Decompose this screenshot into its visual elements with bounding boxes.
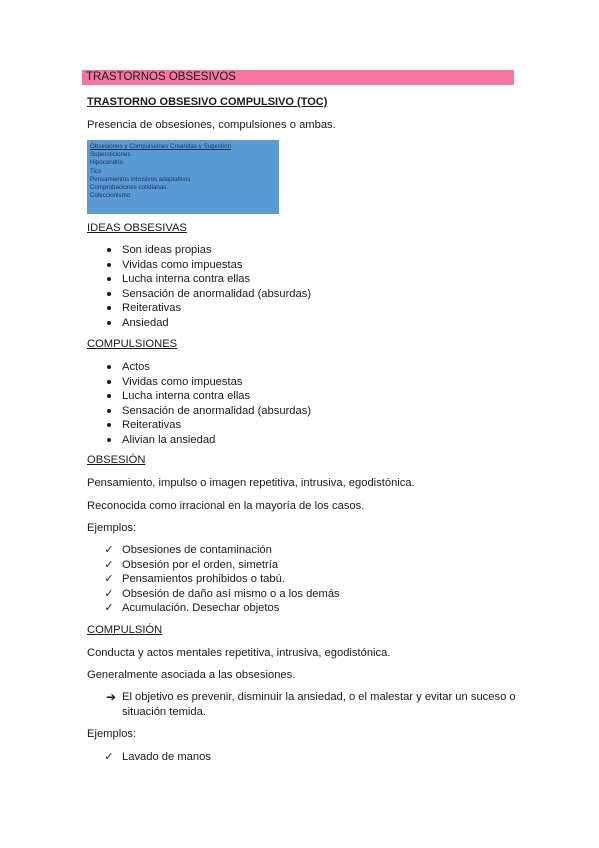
box-line: Tics — [90, 167, 102, 175]
check-icon: ✓ — [104, 544, 114, 556]
box-line: Supersticiones — [90, 151, 131, 159]
list-item: Sensación de anormalidad (absurdas) — [0, 404, 599, 419]
document-page: TRASTORNOS OBSESIVOS TRASTORNO OBSESIVO COMPULSIVO (TOC) Presencia de obsesiones, compulsiones o ambas. Obsesiones y Compulsiones Creandas y Sugestión Supersticiones Hipocondrio Tics Pensamientos intrusivos adaptativos Comprobaciones cotidianas. Coleccionismo IDEAS OBSESIVAS Son ideas propias Vividas como impuestas Lucha interna contra ellas Sensación de anormalidad (absurdas) Reiterativas Ansiedad COMPULSIONES Actos Vividas como impuestas Lucha interna contra ellas Sensación de anormalidad (absurdas) Reiterativas Alivian la ansiedad OBSESIÓN Pensamiento, impulso o imagen repetitiva, intrusiva, egodistónica. Reconocida como irracional en la mayoría de los casos. Ejemplos: ✓ Obsesiones de contaminación ✓ Obsesión por el orden, simetría ✓ Pensamientos prohibidos o tabú. ✓ Obsesión de daño así mismo o a los demás ✓ Acumulación. Desechar objetos COMPULSIÓN Conducta y actos mentales repetitiva, intrusiva, egodistónica. Generalmente asociada a las obsesiones. ➔ El objetivo es prevenir, disminuir la ansiedad, o el malestar y evitar un suceso o situación temida. Ejemplos: ✓ Lavado de manos — [0, 0, 599, 848]
box-line: Obsesiones y Compulsiones Creandas y Sugestión — [90, 143, 232, 150]
bullet-icon — [107, 306, 111, 310]
bullet-icon — [107, 248, 111, 252]
blue-info-box — [87, 140, 279, 214]
compulsiones-heading: COMPULSIONES — [87, 338, 178, 350]
obsesion-heading: OBSESIÓN — [87, 454, 146, 466]
list-item: Reiterativas — [0, 301, 599, 316]
compulsiones-list — [0, 360, 599, 447]
check-icon: ✓ — [104, 602, 114, 614]
ideas-list — [0, 243, 599, 330]
bullet-icon — [107, 321, 111, 325]
bullet-icon — [107, 438, 111, 442]
list-item: ✓ Obsesión por el orden, simetría — [0, 558, 599, 573]
compulsion-examples-list — [0, 750, 599, 765]
examples-label: Ejemplos: — [87, 522, 137, 534]
list-item: Vividas como impuestas — [0, 375, 599, 390]
compulsion-heading: COMPULSIÓN — [87, 624, 163, 636]
page-title: TRASTORNOS OBSESIVOS — [82, 70, 514, 85]
list-item: Vividas como impuestas — [0, 258, 599, 273]
list-item: Lucha interna contra ellas — [0, 272, 599, 287]
ideas-heading: IDEAS OBSESIVAS — [87, 222, 187, 234]
bullet-icon — [107, 409, 111, 413]
box-line: Comprobaciones cotidianas. — [90, 184, 169, 192]
box-line: Coleccionismo — [90, 192, 131, 200]
bullet-icon — [107, 365, 111, 369]
section-subtitle: TRASTORNO OBSESIVO COMPULSIVO (TOC) — [87, 96, 328, 108]
list-item: Ansiedad — [0, 316, 599, 331]
check-icon: ✓ — [104, 751, 114, 763]
obsesion-paragraph: Pensamiento, impulso o imagen repetitiva, intrusiva, egodistónica. — [87, 477, 415, 489]
list-item: Lucha interna contra ellas — [0, 389, 599, 404]
list-item: Alivian la ansiedad — [0, 433, 599, 448]
bullet-icon — [107, 394, 111, 398]
bullet-icon — [107, 423, 111, 427]
check-icon: ✓ — [104, 558, 114, 571]
compulsion-paragraph: Conducta y actos mentales repetitiva, intrusiva, egodistónica. — [87, 647, 391, 659]
list-item: ✓ Pensamientos prohibidos o tabú. — [0, 572, 599, 587]
examples-label: Ejemplos: — [87, 728, 137, 740]
bullet-icon — [107, 263, 111, 267]
obsesion-paragraph: Reconocida como irracional en la mayoría de los casos. — [87, 500, 365, 512]
list-item: Reiterativas — [0, 418, 599, 433]
intro-paragraph: Presencia de obsesiones, compulsiones o ambas. — [87, 119, 336, 131]
box-line: Pensamientos intrusivos adaptativos — [90, 175, 191, 183]
list-item: Sensación de anormalidad (absurdas) — [0, 287, 599, 302]
obsesion-examples-list — [0, 543, 599, 616]
list-item: ✓ Obsesiones de contaminación — [0, 543, 599, 558]
check-icon: ✓ — [104, 573, 114, 585]
list-item: Actos — [0, 360, 599, 375]
list-item: ✓ Acumulación. Desechar objetos — [0, 601, 599, 616]
list-item: Son ideas propias — [0, 243, 599, 258]
list-item: ✓ Lavado de manos — [0, 750, 599, 765]
bullet-icon — [107, 277, 111, 281]
bullet-icon — [107, 380, 111, 384]
bullet-icon — [107, 292, 111, 296]
check-icon: ✓ — [104, 587, 114, 600]
compulsion-paragraph: Generalmente asociada a las obsesiones. — [87, 669, 296, 681]
list-item: ✓ Obsesión de daño así mismo o a los demás — [0, 587, 599, 602]
arrow-right-icon: ➔ — [105, 690, 117, 704]
box-line: Hipocondrio — [90, 159, 124, 167]
